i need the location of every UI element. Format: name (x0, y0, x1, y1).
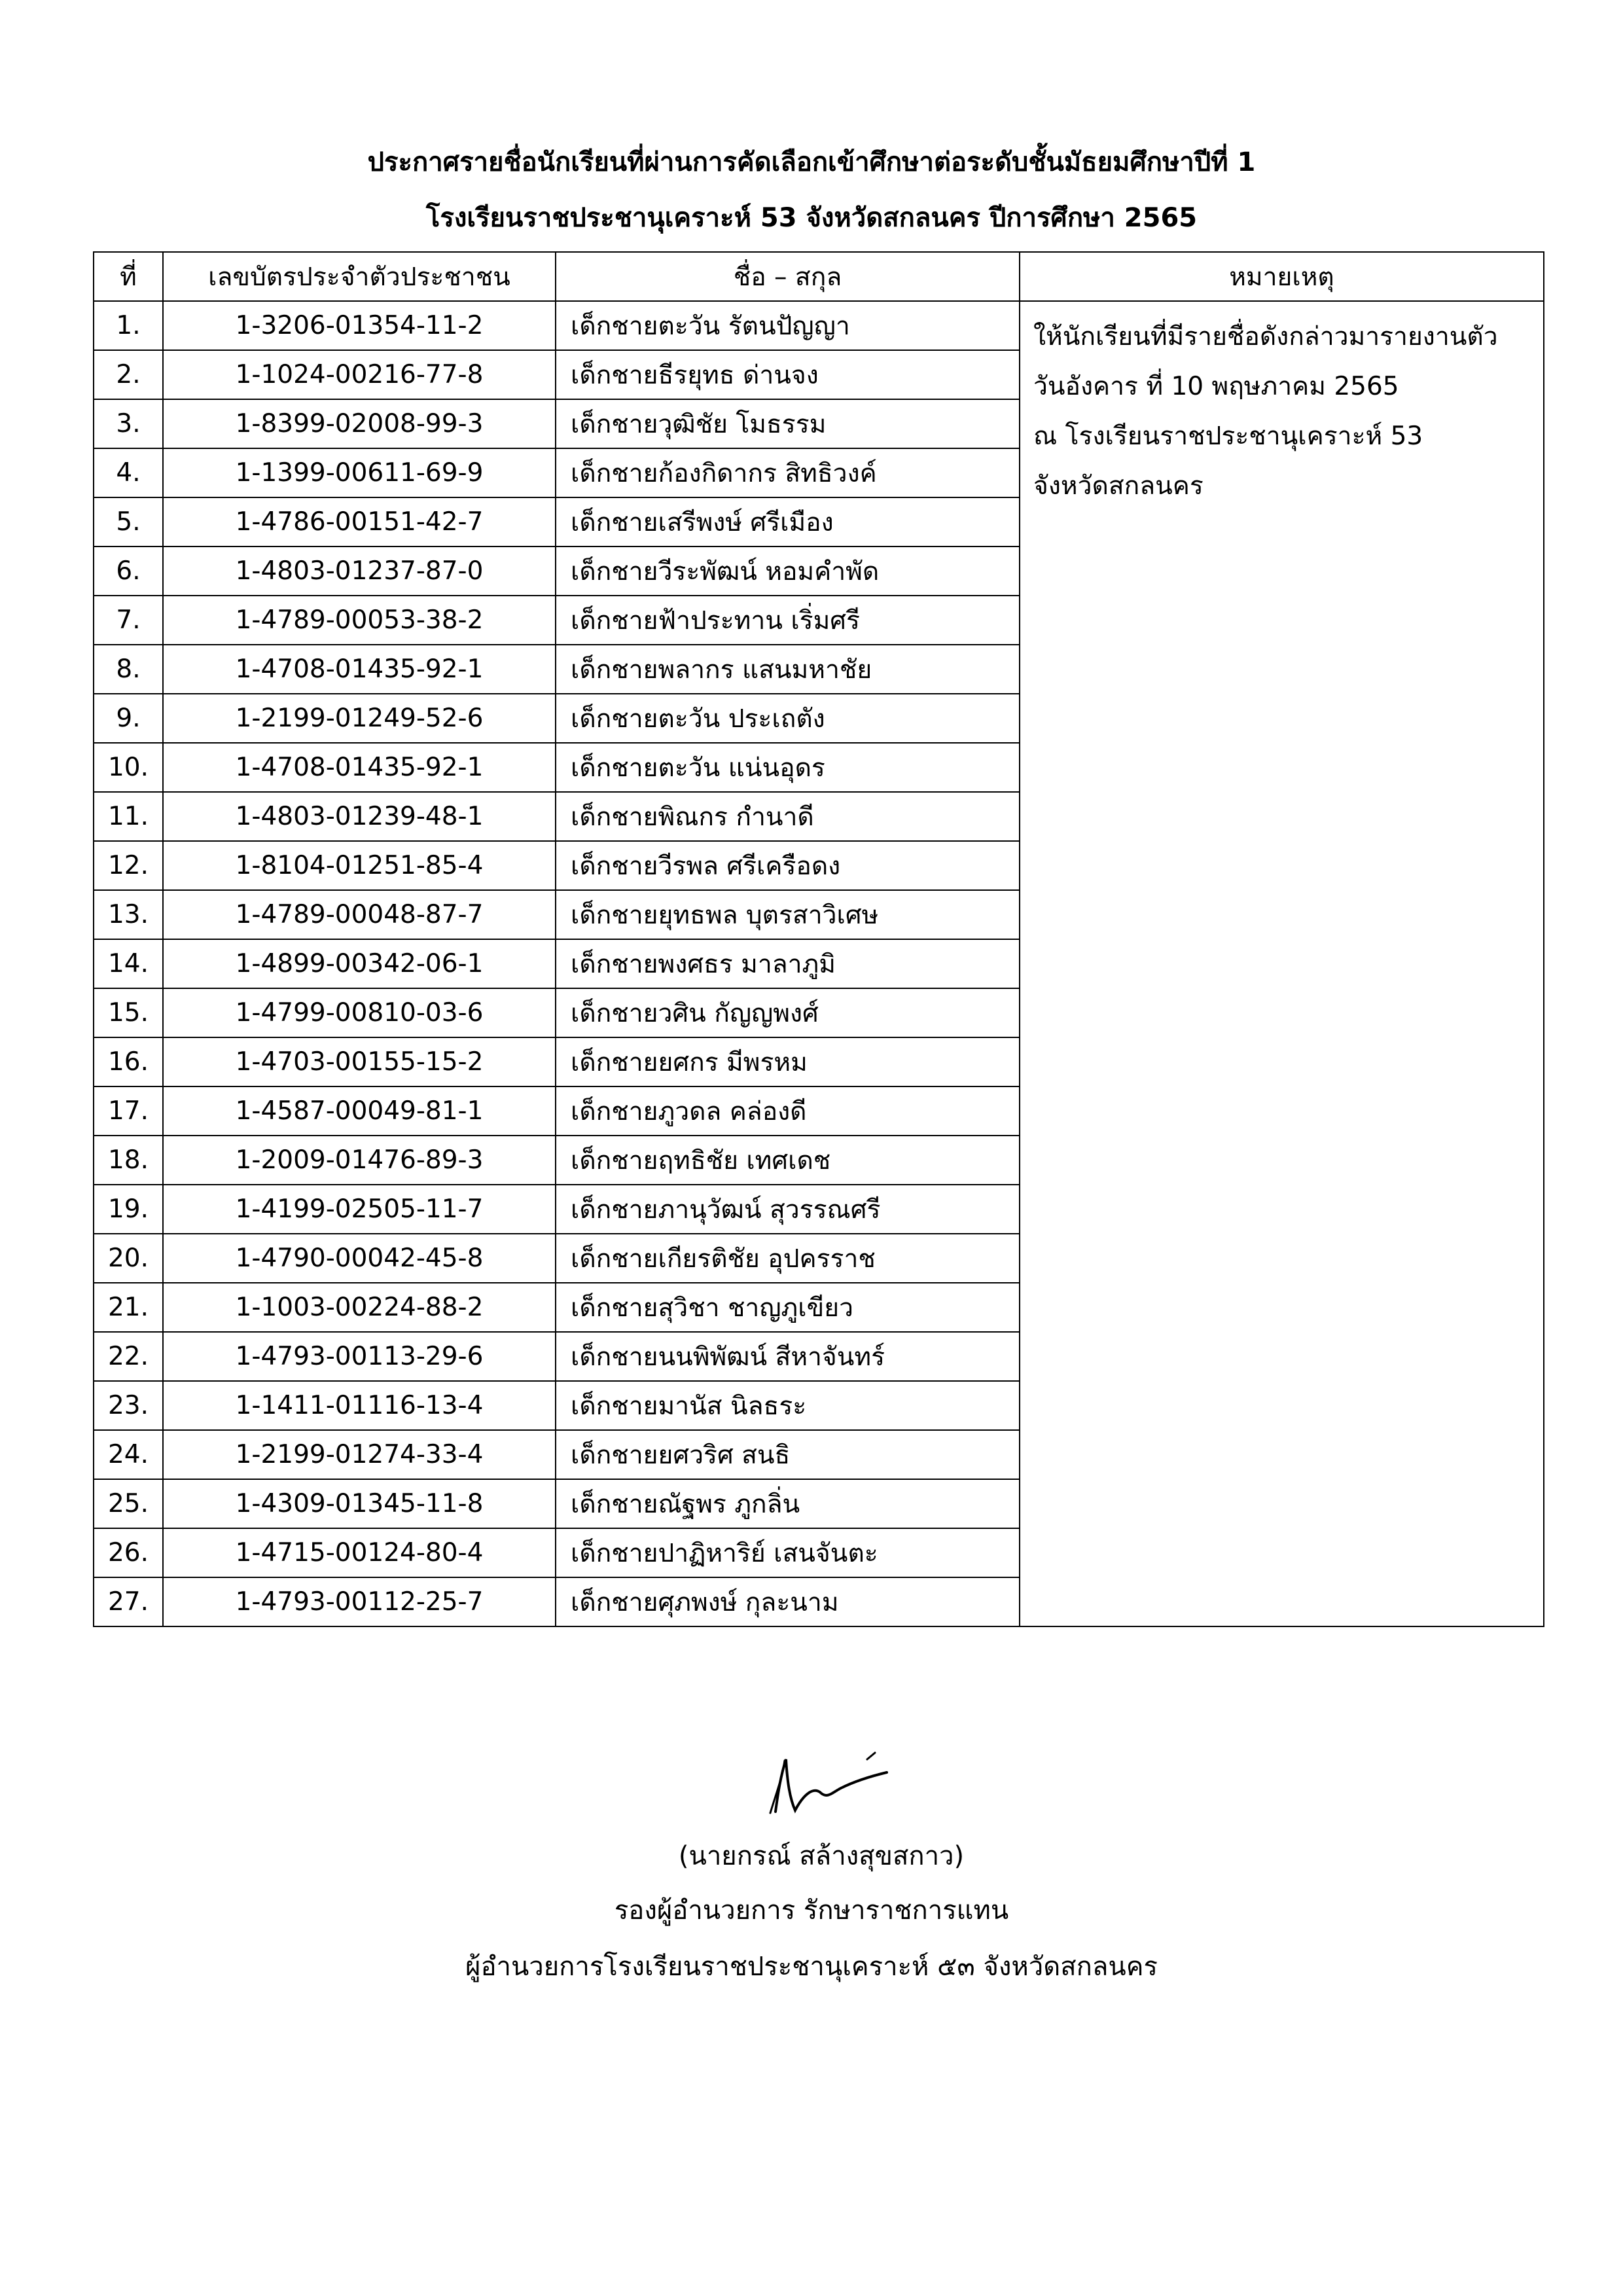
student-name: เด็กชายฟ้าประทาน เริ่มศรี (556, 596, 1020, 645)
citizen-id: 1-8104-01251-85-4 (163, 841, 556, 890)
citizen-id: 1-1024-00216-77-8 (163, 350, 556, 399)
citizen-id: 1-2199-01249-52-6 (163, 694, 556, 743)
student-name: เด็กชายนนพิพัฒน์ สีหาจันทร์ (556, 1332, 1020, 1381)
signature (756, 1733, 906, 1825)
document-subtitle: โรงเรียนราชประชานุเคราะห์ 53 จังหวัดสกลนคร ปีการศึกษา 2565 (425, 203, 1198, 233)
student-name: เด็กชายวศิน กัญญพงศ์ (556, 988, 1020, 1037)
remark-line: วันอังคาร ที่ 10 พฤษภาคม 2565 (1033, 372, 1399, 401)
row-number: 6. (94, 547, 163, 596)
student-name: เด็กชายวีรพล ศรีเครือดง (556, 841, 1020, 890)
table-header-row (94, 252, 1544, 301)
student-name: เด็กชายวุฒิชัย โมธรรม (556, 399, 1020, 448)
signer-organization: ผู้อำนวยการโรงเรียนราชประชานุเคราะห์ ๕๓ จังหวัดสกลนคร (465, 1952, 1158, 1982)
row-number: 16. (94, 1037, 163, 1086)
citizen-id: 1-3206-01354-11-2 (163, 301, 556, 350)
citizen-id: 1-1399-00611-69-9 (163, 448, 556, 497)
row-number: 12. (94, 841, 163, 890)
student-name: เด็กชายพลากร แสนมหาชัย (556, 645, 1020, 694)
remark-line: จังหวัดสกลนคร (1033, 471, 1204, 501)
row-number: 17. (94, 1086, 163, 1136)
row-number: 3. (94, 399, 163, 448)
student-name: เด็กชายณัฐพร ภูกลิ่น (556, 1479, 1020, 1528)
citizen-id: 1-4790-00042-45-8 (163, 1234, 556, 1283)
row-number: 21. (94, 1283, 163, 1332)
student-name: เด็กชายยศกร มีพรหม (556, 1037, 1020, 1086)
student-name: เด็กชายปาฏิหาริย์ เสนจันตะ (556, 1528, 1020, 1577)
student-name: เด็กชายเสรีพงษ์ ศรีเมือง (556, 497, 1020, 547)
citizen-id: 1-2199-01274-33-4 (163, 1430, 556, 1479)
student-name: เด็กชายตะวัน ประเถตัง (556, 694, 1020, 743)
row-number: 5. (94, 497, 163, 547)
row-number: 24. (94, 1430, 163, 1479)
row-number: 26. (94, 1528, 163, 1577)
student-name: เด็กชายยุทธพล บุตรสาวิเศษ (556, 890, 1020, 939)
student-name: เด็กชายพงศธร มาลาภูมิ (556, 939, 1020, 988)
row-number: 1. (94, 301, 163, 350)
student-name: เด็กชายตะวัน แน่นอุดร (556, 743, 1020, 792)
citizen-id: 1-4793-00113-29-6 (163, 1332, 556, 1381)
row-number: 11. (94, 792, 163, 841)
citizen-id: 1-2009-01476-89-3 (163, 1136, 556, 1185)
citizen-id: 1-4199-02505-11-7 (163, 1185, 556, 1234)
citizen-id: 1-4803-01237-87-0 (163, 547, 556, 596)
student-name: เด็กชายพิณกร กำนาดี (556, 792, 1020, 841)
citizen-id: 1-1003-00224-88-2 (163, 1283, 556, 1332)
row-number: 10. (94, 743, 163, 792)
row-number: 20. (94, 1234, 163, 1283)
row-number: 22. (94, 1332, 163, 1381)
row-number: 18. (94, 1136, 163, 1185)
student-name: เด็กชายภานุวัฒน์ สุวรรณศรี (556, 1185, 1020, 1234)
column-header-id: เลขบัตรประจำตัวประชาชน (163, 252, 556, 301)
row-number: 25. (94, 1479, 163, 1528)
student-name: เด็กชายวีระพัฒน์ หอมคำพัด (556, 547, 1020, 596)
citizen-id: 1-4309-01345-11-8 (163, 1479, 556, 1528)
student-name: เด็กชายฤทธิชัย เทศเดช (556, 1136, 1020, 1185)
citizen-id: 1-1411-01116-13-4 (163, 1381, 556, 1430)
student-name: เด็กชายตะวัน รัตนปัญญา (556, 301, 1020, 350)
remark-line: ณ โรงเรียนราชประชานุเคราะห์ 53 (1033, 422, 1423, 451)
row-number: 7. (94, 596, 163, 645)
student-name: เด็กชายภูวดล คล่องดี (556, 1086, 1020, 1136)
student-name: เด็กชายสุวิชา ชาญภูเขียว (556, 1283, 1020, 1332)
citizen-id: 1-4708-01435-92-1 (163, 743, 556, 792)
student-name: เด็กชายเกียรติชัย อุปครราช (556, 1234, 1020, 1283)
remark-line: ให้นักเรียนที่มีรายชื่อดังกล่าวมารายงานตัว (1033, 322, 1498, 351)
student-name: เด็กชายก้องกิดากร สิทธิวงค์ (556, 448, 1020, 497)
document-title: ประกาศรายชื่อนักเรียนที่ผ่านการคัดเลือกเข้าศึกษาต่อระดับชั้นมัธยมศึกษาปีที่ 1 (367, 147, 1256, 177)
student-name: เด็กชายศุภพงษ์ กุละนาม (556, 1577, 1020, 1626)
citizen-id: 1-4793-00112-25-7 (163, 1577, 556, 1626)
column-header-no: ที่ (94, 252, 163, 301)
citizen-id: 1-4786-00151-42-7 (163, 497, 556, 547)
citizen-id: 1-4899-00342-06-1 (163, 939, 556, 988)
row-number: 8. (94, 645, 163, 694)
signer-name: (นายกรณ์ สล้างสุขสกาว) (678, 1841, 965, 1871)
table-row (94, 301, 1544, 350)
row-number: 14. (94, 939, 163, 988)
citizen-id: 1-4799-00810-03-6 (163, 988, 556, 1037)
column-header-note: หมายเหตุ (1020, 252, 1544, 301)
student-list-table (93, 251, 1544, 1627)
remarks-cell (1020, 301, 1544, 1626)
row-number: 2. (94, 350, 163, 399)
citizen-id: 1-4715-00124-80-4 (163, 1528, 556, 1577)
citizen-id: 1-4703-00155-15-2 (163, 1037, 556, 1086)
column-header-name: ชื่อ – สกุล (556, 252, 1020, 301)
signer-position: รองผู้อำนวยการ รักษาราชการแทน (614, 1895, 1009, 1926)
citizen-id: 1-8399-02008-99-3 (163, 399, 556, 448)
row-number: 4. (94, 448, 163, 497)
citizen-id: 1-4789-00048-87-7 (163, 890, 556, 939)
row-number: 27. (94, 1577, 163, 1626)
row-number: 23. (94, 1381, 163, 1430)
citizen-id: 1-4708-01435-92-1 (163, 645, 556, 694)
row-number: 15. (94, 988, 163, 1037)
row-number: 13. (94, 890, 163, 939)
citizen-id: 1-4803-01239-48-1 (163, 792, 556, 841)
citizen-id: 1-4789-00053-38-2 (163, 596, 556, 645)
student-name: เด็กชายมานัส นิลธระ (556, 1381, 1020, 1430)
citizen-id: 1-4587-00049-81-1 (163, 1086, 556, 1136)
student-name: เด็กชายยศวริศ สนธิ (556, 1430, 1020, 1479)
table-body (94, 301, 1544, 1626)
student-name: เด็กชายธีรยุทธ ด่านจง (556, 350, 1020, 399)
row-number: 19. (94, 1185, 163, 1234)
row-number: 9. (94, 694, 163, 743)
